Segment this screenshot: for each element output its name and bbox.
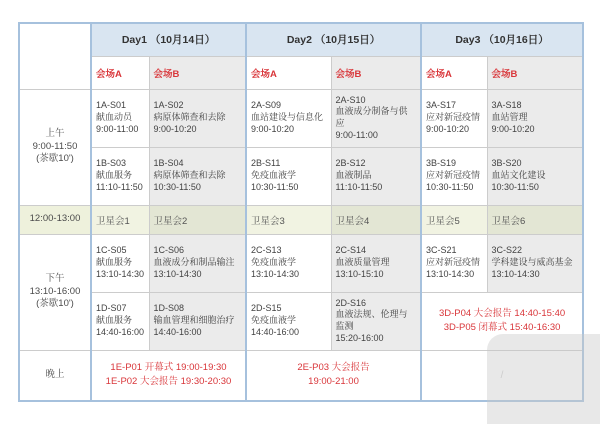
session-time: 11:10-11:50 — [335, 181, 383, 192]
session-cell-2C-S13 — [246, 234, 331, 292]
session-title: 应对新冠疫情 — [426, 170, 481, 181]
session-title: 免疫血液学 — [251, 257, 297, 268]
plenary-line-1: 3D-P04 大会报告 14:40-15:40 — [438, 307, 566, 319]
session-time: 9:00-10:20 — [251, 123, 295, 134]
evening-cell-day1 — [91, 350, 246, 401]
session-time: 9:00-11:00 — [96, 123, 139, 134]
session-title: 血站建设与信息化 — [251, 112, 324, 123]
satellite-cell-1: 卫星会1 — [91, 205, 149, 234]
session-code: 2D-S16 — [335, 297, 367, 308]
time-morning-range: 9:00-11:50 — [32, 140, 78, 152]
session-code: 3A-S18 — [491, 100, 522, 111]
session-title: 血站管理 — [491, 112, 528, 123]
time-slot-noon: 12:00-13:00 — [19, 205, 91, 234]
session-cell-2A-S10 — [331, 89, 421, 147]
session-title: 学科建设与威高基金 — [491, 257, 573, 268]
session-code: 2D-S15 — [251, 303, 282, 314]
session-title: 免疫血液学 — [251, 170, 297, 181]
session-code: 2C-S13 — [251, 245, 282, 256]
session-cell-2C-S14 — [331, 234, 421, 292]
session-code: 3B-S20 — [491, 158, 522, 169]
session-cell-1A-S01 — [91, 89, 149, 147]
session-title: 病原体筛查和去除 — [153, 170, 226, 181]
satellite-cell-2: 卫星会2 — [149, 205, 246, 234]
time-afternoon-range: 13:10-16:00 — [29, 285, 81, 297]
evening-cell-day2 — [246, 350, 421, 401]
session-code: 3A-S17 — [426, 100, 457, 111]
session-time: 9:00-10:20 — [153, 123, 197, 134]
session-title: 血站文化建设 — [491, 170, 546, 181]
session-code: 1A-S02 — [153, 100, 184, 111]
session-time: 13:10-14:30 — [426, 268, 475, 279]
session-title: 应对新冠疫情 — [426, 257, 481, 268]
session-cell-3C-S21 — [421, 234, 487, 292]
session-cell-2A-S09 — [246, 89, 331, 147]
afternoon-row-1 — [19, 234, 583, 292]
session-cell-2D-S15 — [246, 292, 331, 350]
session-time: 9:00-11:00 — [335, 129, 378, 140]
session-title: 血液成分和制品输注 — [153, 257, 235, 268]
session-title: 献血服务 — [96, 315, 133, 326]
session-time: 11:10-11:50 — [96, 181, 143, 192]
session-cell-2B-S11 — [246, 147, 331, 205]
session-code: 1C-S06 — [153, 245, 185, 256]
session-title: 应对新冠疫情 — [426, 112, 481, 123]
session-cell-1B-S04 — [149, 147, 246, 205]
session-time: 14:40-16:00 — [153, 326, 202, 337]
session-title: 输血管理和细胞治疗 — [153, 315, 235, 326]
time-morning-label: 上午 — [45, 127, 65, 139]
session-code: 1B-S03 — [96, 158, 127, 169]
session-code: 2A-S09 — [251, 100, 282, 111]
session-code: 1D-S08 — [153, 303, 185, 314]
session-title: 献血服务 — [96, 170, 133, 181]
venue-label-day1-a: 会场A — [91, 56, 149, 89]
evening-day1-line-2: 1E-P02 大会报告 19:30-20:30 — [105, 376, 232, 388]
venue-label-day2-a: 会场A — [246, 56, 331, 89]
session-code: 2A-S10 — [335, 94, 366, 105]
session-time: 15:20-16:00 — [335, 332, 384, 343]
session-code: 1D-S07 — [96, 303, 127, 314]
session-time: 13:10-14:30 — [251, 268, 300, 279]
day2-header: Day2 （10月15日） — [246, 23, 421, 56]
session-cell-3B-S20 — [487, 147, 583, 205]
evening-day2-line-2: 19:00-21:00 — [308, 376, 359, 388]
session-title: 血液质量管理 — [335, 257, 390, 268]
session-title: 病原体筛查和去除 — [153, 112, 226, 123]
session-time: 13:10-14:30 — [491, 268, 540, 279]
afternoon-row-2 — [19, 292, 583, 350]
session-cell-1B-S03 — [91, 147, 149, 205]
session-title: 免疫血液学 — [251, 315, 297, 326]
session-time: 10:30-11:50 — [491, 181, 539, 192]
time-slot-morning — [19, 89, 91, 205]
session-time: 14:40-16:00 — [251, 326, 300, 337]
session-time: 9:00-10:20 — [426, 123, 470, 134]
evening-cell-day3: / — [421, 350, 583, 401]
session-cell-3C-S22 — [487, 234, 583, 292]
session-cell-2B-S12 — [331, 147, 421, 205]
session-time: 10:30-11:50 — [426, 181, 474, 192]
session-code: 3B-S19 — [426, 158, 457, 169]
venue-row — [19, 56, 583, 89]
session-time: 13:10-15:10 — [335, 268, 384, 279]
evening-day2-line-1: 2E-P03 大会报告 — [297, 362, 370, 373]
venue-label-day3-a: 会场A — [421, 56, 487, 89]
satellite-row — [19, 205, 583, 234]
session-cell-1D-S08 — [149, 292, 246, 350]
session-code: 2B-S11 — [251, 158, 281, 169]
time-afternoon-label: 下午 — [45, 272, 65, 284]
plenary-line-2: 3D-P05 闭幕式 15:40-16:30 — [443, 322, 561, 333]
morning-row-1 — [19, 89, 583, 147]
session-code: 1B-S04 — [153, 158, 184, 169]
time-morning-break: (茶歇10') — [36, 153, 74, 165]
evening-row — [19, 350, 583, 401]
session-cell-2D-S16 — [331, 292, 421, 350]
venue-label-day3-b: 会场B — [487, 56, 583, 89]
session-cell-1D-S07 — [91, 292, 149, 350]
time-slot-afternoon — [19, 234, 91, 350]
venue-label-day2-b: 会场B — [331, 56, 421, 89]
session-time: 13:10-14:30 — [96, 268, 145, 279]
conference-schedule-table — [18, 22, 584, 402]
satellite-cell-5: 卫星会5 — [421, 205, 487, 234]
day1-header: Day1 （10月14日） — [91, 23, 246, 56]
session-title: 献血服务 — [96, 257, 133, 268]
session-time: 10:30-11:50 — [153, 181, 201, 192]
session-title: 血液成分制备与供应 — [335, 106, 408, 128]
satellite-cell-4: 卫星会4 — [331, 205, 421, 234]
time-slot-evening: 晚上 — [19, 350, 91, 401]
satellite-cell-3: 卫星会3 — [246, 205, 331, 234]
session-code: 3C-S22 — [491, 245, 523, 256]
session-title: 血液制品 — [335, 170, 372, 181]
session-code: 2C-S14 — [335, 245, 367, 256]
session-cell-1A-S02 — [149, 89, 246, 147]
session-title: 献血动员 — [96, 112, 133, 123]
corner-cell — [19, 23, 91, 89]
session-cell-3B-S19 — [421, 147, 487, 205]
day3-header: Day3 （10月16日） — [421, 23, 583, 56]
satellite-cell-6: 卫星会6 — [487, 205, 583, 234]
session-code: 1A-S01 — [96, 100, 127, 111]
morning-row-2 — [19, 147, 583, 205]
time-afternoon-break: (茶歇10') — [36, 298, 74, 310]
session-code: 2B-S12 — [335, 158, 366, 169]
day-header-row — [19, 23, 583, 56]
session-time: 14:40-16:00 — [96, 326, 145, 337]
session-cell-3D-plenary — [421, 292, 583, 350]
session-cell-3A-S17 — [421, 89, 487, 147]
session-title: 血液法规、伦理与监测 — [335, 309, 408, 331]
session-code: 3C-S21 — [426, 245, 457, 256]
session-cell-3A-S18 — [487, 89, 583, 147]
session-time: 9:00-10:20 — [491, 123, 535, 134]
session-time: 10:30-11:50 — [251, 181, 299, 192]
session-time: 13:10-14:30 — [153, 268, 202, 279]
session-cell-1C-S05 — [91, 234, 149, 292]
venue-label-day1-b: 会场B — [149, 56, 246, 89]
session-cell-1C-S06 — [149, 234, 246, 292]
session-code: 1C-S05 — [96, 245, 127, 256]
evening-day1-line-1: 1E-P01 开幕式 19:00-19:30 — [110, 362, 227, 373]
